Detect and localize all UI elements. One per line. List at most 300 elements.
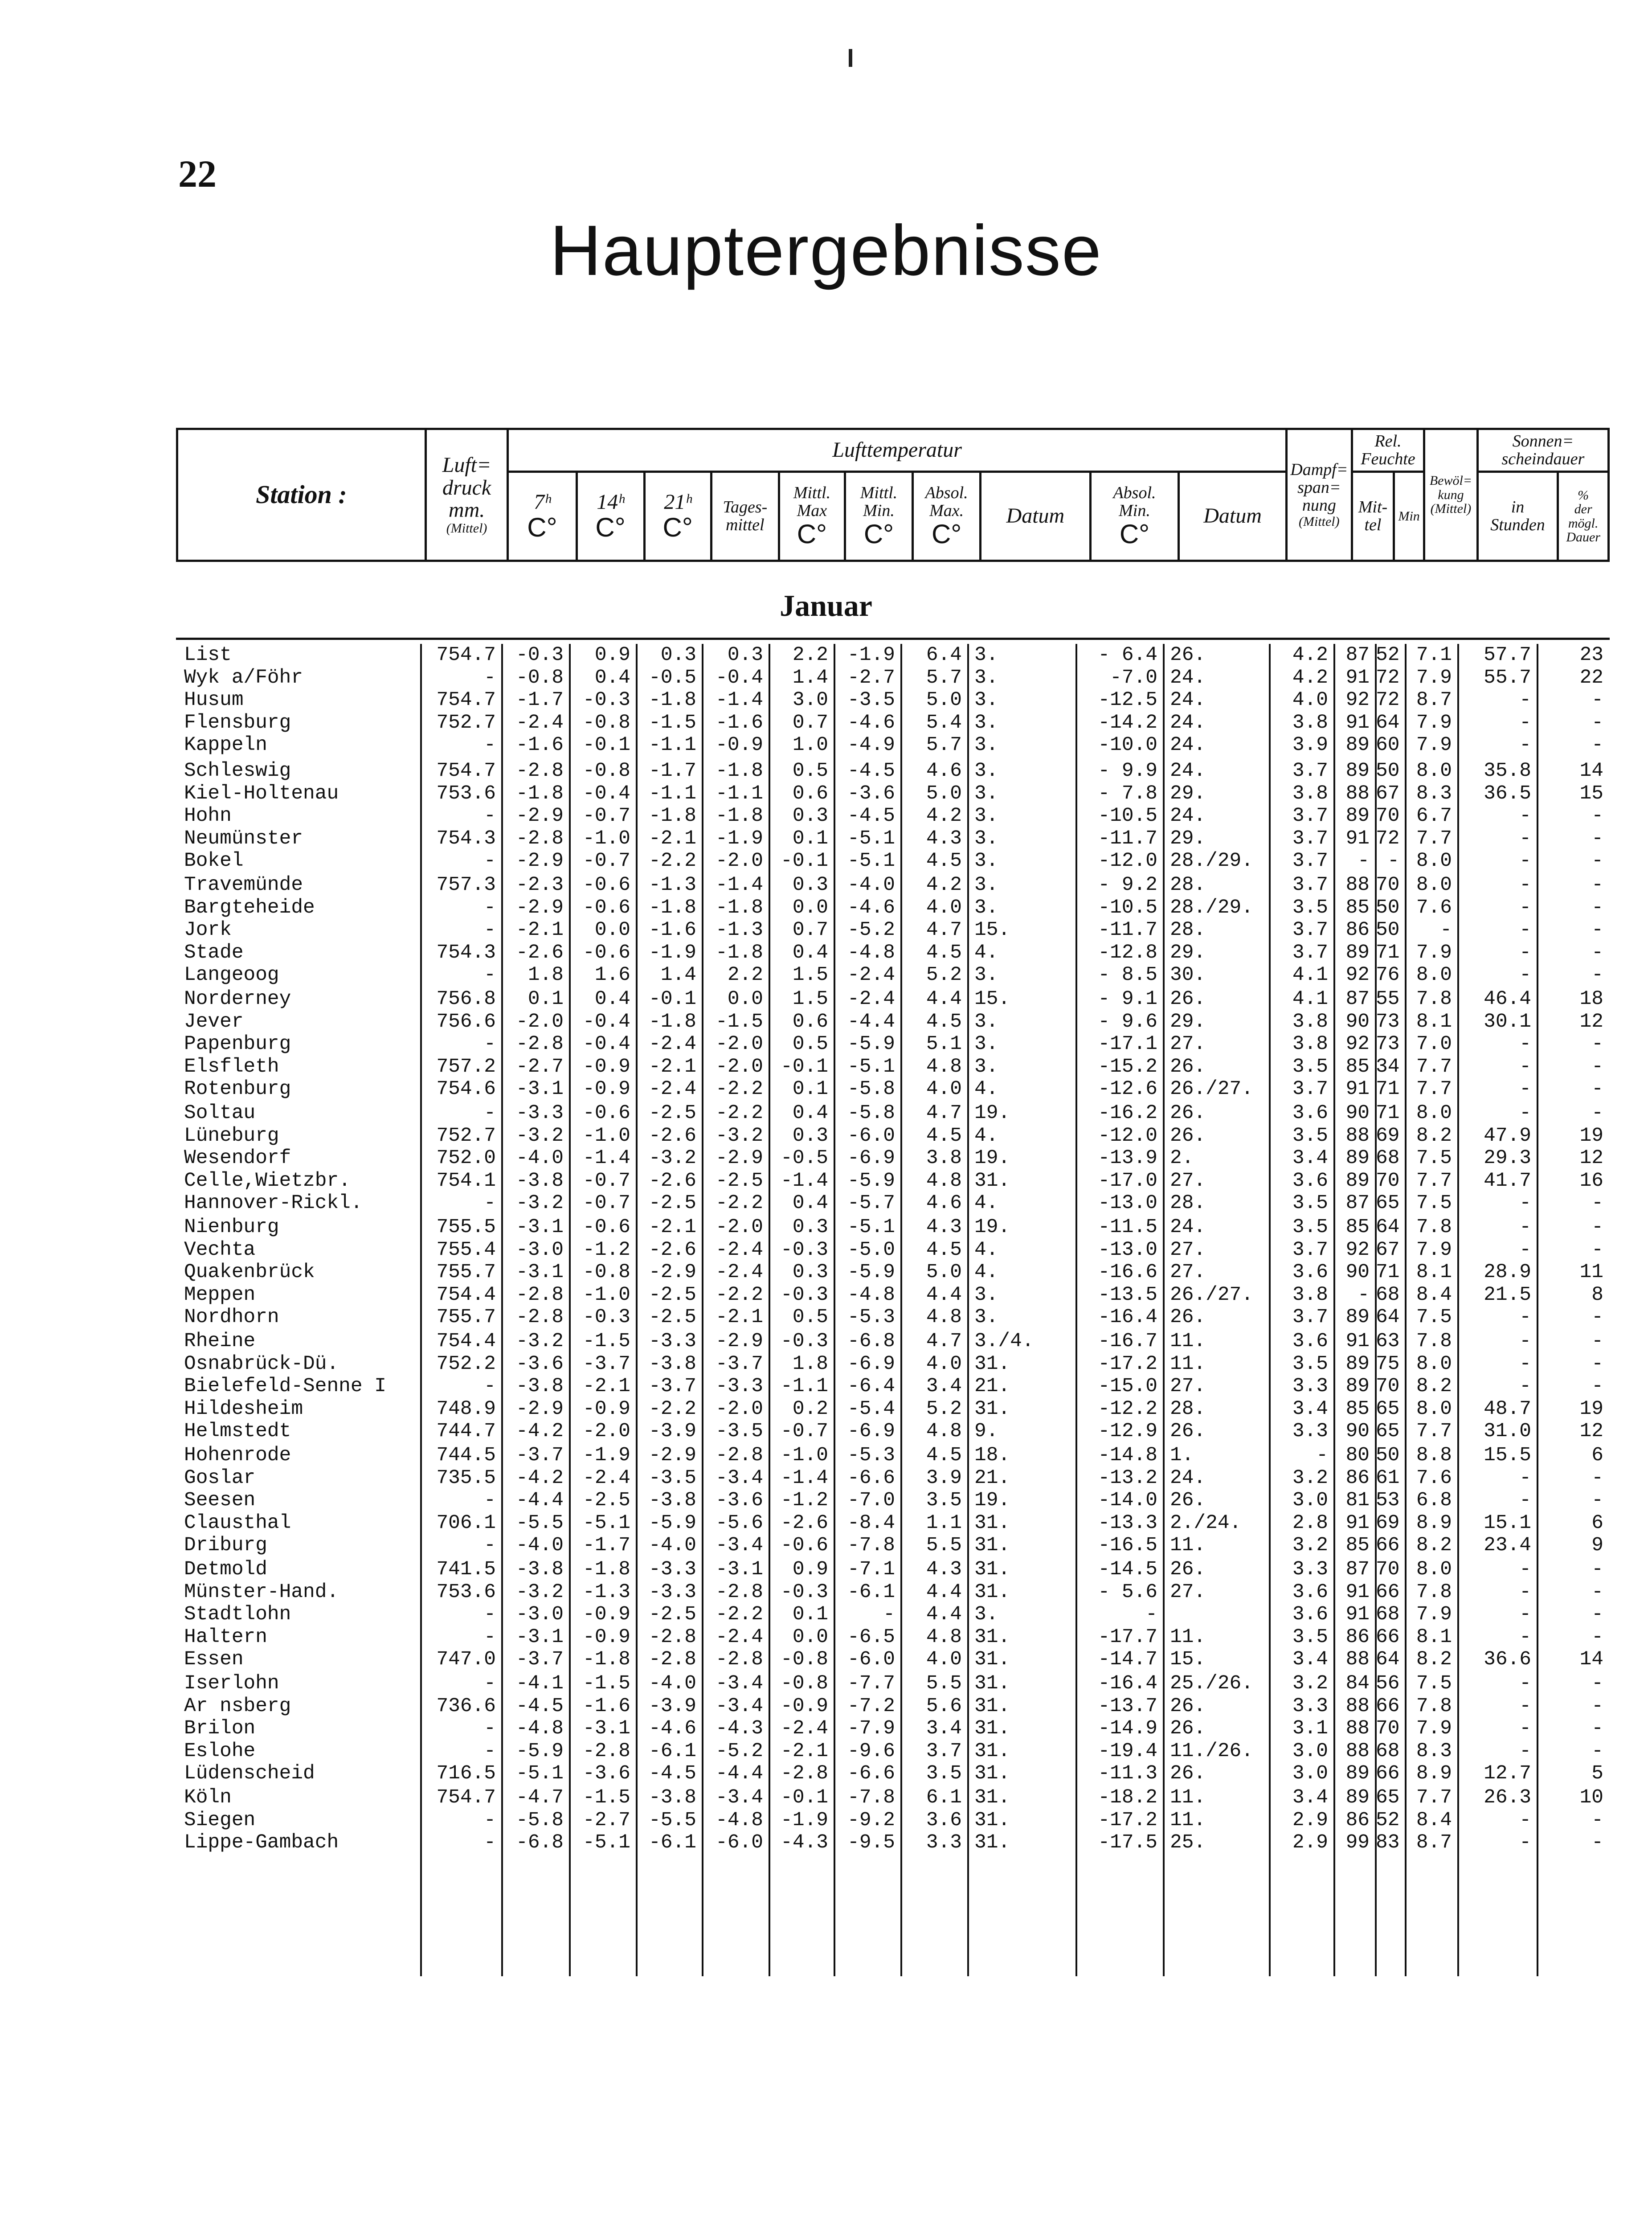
feuchte-min-cell: 76 (1376, 964, 1400, 986)
table-row (176, 1170, 1610, 1192)
bewoelkung-cell: 6.8 (1416, 1489, 1452, 1511)
datum-max-cell: 3. (974, 782, 998, 805)
bewoelkung-cell: 7.5 (1416, 1672, 1452, 1695)
luftdruck-cell: 754.1 (436, 1169, 496, 1192)
mittl-min-cell: -2.4 (847, 988, 895, 1010)
station-cell: Norderney (184, 988, 291, 1010)
mittl-min-cell: -7.9 (847, 1717, 895, 1740)
t21-cell: 1.4 (660, 964, 696, 986)
mittl-min-cell: -2.4 (847, 964, 895, 986)
absol-min-cell: -10.5 (1098, 805, 1157, 827)
dampfspannung-cell: 3.7 (1292, 941, 1328, 964)
station-cell: Essen (184, 1648, 244, 1671)
absol-max-cell: 4.6 (926, 1192, 962, 1214)
unit-c: C° (863, 519, 894, 549)
absol-min-cell: -17.0 (1098, 1169, 1157, 1192)
feuchte-mittel-cell: 86 (1345, 1626, 1370, 1648)
feuchte-mittel-cell: - (1358, 850, 1370, 872)
mittl-max-cell: -2.6 (781, 1511, 828, 1534)
dampfspannung-cell: 3.0 (1292, 1740, 1328, 1762)
t21-cell: -5.9 (649, 1511, 696, 1534)
feuchte-min-cell: 70 (1376, 874, 1400, 896)
bewoelkung-cell: 7.5 (1416, 1192, 1452, 1214)
station-group (176, 1330, 1610, 1443)
station-group (176, 1672, 1610, 1785)
luftdruck-cell: - (484, 1102, 496, 1124)
pct-dauer-header (1558, 472, 1609, 561)
t14-cell: -0.8 (583, 711, 630, 734)
sonne-pct-cell: 23 (1579, 644, 1603, 666)
datum-min-cell: 27. (1170, 1169, 1206, 1192)
t21-cell: -2.1 (649, 827, 696, 850)
t7-cell: -3.7 (516, 1648, 564, 1671)
mittl-min-cell: -7.2 (847, 1695, 895, 1717)
absol-min-cell: -16.4 (1098, 1672, 1157, 1695)
mittl-max-cell: 0.4 (792, 941, 828, 964)
absol-max-cell: 4.6 (926, 760, 962, 782)
mittl-min-cell: -4.8 (847, 941, 895, 964)
datum-max-cell: 15. (974, 919, 1010, 941)
dampfspannung-header (1286, 429, 1352, 561)
station-cell: Flensburg (184, 711, 291, 734)
luftdruck-cell: 735.5 (436, 1466, 496, 1489)
bewoelkung-cell: 7.0 (1416, 1033, 1452, 1055)
t21-cell: -3.9 (649, 1695, 696, 1717)
datum-max-cell: 31. (974, 1626, 1010, 1648)
h7-label: 7ʰ (534, 490, 551, 514)
dampfspannung-cell: 4.0 (1292, 689, 1328, 711)
mittl-min-cell: - (883, 1603, 895, 1626)
absol-max-cell: 4.8 (926, 1169, 962, 1192)
luftdruck-cell: 754.7 (436, 1786, 496, 1809)
station-cell: Osnabrück-Dü. (184, 1352, 339, 1375)
absol-max-cell: 5.6 (926, 1695, 962, 1717)
in-stunden-line-1: in (1511, 497, 1525, 516)
feuchte-mittel-cell: 80 (1345, 1444, 1370, 1466)
tagesmittel-cell: -3.5 (716, 1420, 763, 1442)
feuchte-min-cell: 65 (1376, 1192, 1400, 1214)
sonne-stunden-cell: 35.8 (1484, 760, 1531, 782)
datum-min-cell: 27. (1170, 1033, 1206, 1055)
datum-min-cell: 29. (1170, 1010, 1206, 1033)
dampfspannung-cell: 3.5 (1292, 896, 1328, 919)
t21-cell: 0.3 (660, 644, 696, 666)
feuchte-mittel-cell: 92 (1345, 964, 1370, 986)
tagesmittel-cell: -1.4 (716, 874, 763, 896)
t14-cell: -0.4 (583, 1010, 630, 1033)
mittl-min-cell: -5.3 (847, 1306, 895, 1328)
datum-min-cell: 25./26. (1170, 1672, 1253, 1695)
sonne-stunden-cell: 28.9 (1484, 1261, 1531, 1283)
luftdruck-cell: 706.1 (436, 1511, 496, 1534)
t21-cell: -1.1 (649, 734, 696, 756)
feuchte-min-cell: 71 (1376, 941, 1400, 964)
feuchte-min-cell: 66 (1376, 1534, 1400, 1556)
bewoelkung-line-1: Bewöl= (1429, 473, 1472, 488)
sonne-pct-cell: - (1591, 689, 1603, 711)
table-row (176, 1717, 1610, 1740)
t21-cell: -1.6 (649, 919, 696, 941)
datum-max-cell: 3. (974, 1306, 998, 1328)
station-cell: Driburg (184, 1534, 267, 1556)
sonne-pct-cell: - (1591, 1740, 1603, 1762)
t14-cell: 0.4 (594, 988, 630, 1010)
datum-max-cell: 3. (974, 1603, 998, 1626)
datum-min-cell: 26. (1170, 1306, 1206, 1328)
absol-min-cell: - 6.4 (1098, 644, 1157, 666)
luftdruck-line-3: mm. (448, 498, 485, 522)
station-cell: Hohenrode (184, 1444, 291, 1466)
tagesmittel-cell: -2.0 (716, 850, 763, 872)
sonne-pct-cell: 6 (1591, 1444, 1603, 1466)
t7-cell: 0.1 (527, 988, 564, 1010)
dampfspannung-cell: 3.2 (1292, 1466, 1328, 1489)
bewoelkung-cell: 8.9 (1416, 1511, 1452, 1534)
dampfspannung-cell: 4.1 (1292, 964, 1328, 986)
bewoelkung-cell: 7.8 (1416, 1216, 1452, 1238)
dampfspannung-cell: 3.6 (1292, 1169, 1328, 1192)
t14-cell: -0.9 (583, 1055, 630, 1078)
t7-cell: -0.8 (516, 666, 564, 689)
t21-cell: -0.1 (649, 988, 696, 1010)
feuchte-mittel-cell: 81 (1345, 1489, 1370, 1511)
sonne-pct-cell: - (1591, 1078, 1603, 1100)
bewoelkung-cell: 7.9 (1416, 1717, 1452, 1740)
table-row (176, 1648, 1610, 1671)
bewoelkung-cell: 7.5 (1416, 1306, 1452, 1328)
bewoelkung-cell: 7.9 (1416, 941, 1452, 964)
absol-min-cell: -16.6 (1098, 1261, 1157, 1283)
table-row (176, 1216, 1610, 1239)
absol-max-cell: 4.7 (926, 1102, 962, 1124)
mittl-max-cell: -4.3 (781, 1831, 828, 1854)
sonne-stunden-cell: - (1519, 1375, 1531, 1397)
table-row (176, 1762, 1610, 1785)
feuchte-mittel-cell: 86 (1345, 1809, 1370, 1831)
feuchte-mittel-cell: 92 (1345, 1238, 1370, 1261)
sonne-stunden-cell: - (1519, 1216, 1531, 1238)
bewoelkung-cell: 8.1 (1416, 1010, 1452, 1033)
sonne-pct-cell: 15 (1579, 782, 1603, 805)
t21-cell: -4.6 (649, 1717, 696, 1740)
mittel-line-2: tel (1364, 515, 1382, 534)
station-cell: Haltern (184, 1626, 267, 1648)
sonne-stunden-cell: - (1519, 1603, 1531, 1626)
datum-max-cell: 31. (974, 1648, 1010, 1671)
tagesmittel-line-2: mittel (726, 515, 765, 534)
absol-max-cell: 4.8 (926, 1626, 962, 1648)
mittl-min-cell: -7.8 (847, 1786, 895, 1809)
t7-cell: -5.1 (516, 1762, 564, 1785)
datum-max-cell: 21. (974, 1375, 1010, 1397)
t21-cell: -4.0 (649, 1672, 696, 1695)
absol-max-cell: 5.7 (926, 666, 962, 689)
sonne-pct-cell: - (1591, 1717, 1603, 1740)
tagesmittel-cell: -2.2 (716, 1102, 763, 1124)
tagesmittel-cell: -1.8 (716, 896, 763, 919)
tagesmittel-cell: -2.2 (716, 1078, 763, 1100)
feuchte-min-cell: 66 (1376, 1762, 1400, 1785)
h21-label: 21ʰ (664, 490, 691, 514)
dampfspannung-cell: 3.7 (1292, 760, 1328, 782)
datum-max-cell: 4. (974, 1192, 998, 1214)
sonne-stunden-cell: - (1519, 1581, 1531, 1603)
mittl-max-cell: 0.3 (792, 1216, 828, 1238)
luftdruck-cell: 744.5 (436, 1444, 496, 1466)
station-cell: Lüneburg (184, 1124, 279, 1147)
luftdruck-cell: 752.2 (436, 1352, 496, 1375)
feuchte-mittel-cell: 92 (1345, 689, 1370, 711)
tagesmittel-cell: -5.6 (716, 1511, 763, 1534)
t7-cell: -4.5 (516, 1695, 564, 1717)
tagesmittel-cell: -2.1 (716, 1306, 763, 1328)
mittl-min-cell: -4.5 (847, 805, 895, 827)
t7-cell: -2.4 (516, 711, 564, 734)
dampfspannung-cell: 3.0 (1292, 1762, 1328, 1785)
mittl-max-header (779, 472, 845, 561)
station-cell: Stade (184, 941, 244, 964)
bewoelkung-line-3: (Mittel) (1430, 501, 1472, 516)
datum-min-cell: 24. (1170, 1466, 1206, 1489)
feuchte-min-cell: 70 (1376, 1717, 1400, 1740)
tagesmittel-cell: -4.8 (716, 1809, 763, 1831)
datum-max-cell: 3. (974, 1010, 998, 1033)
absol-max-cell: 4.4 (926, 988, 962, 1010)
t14-cell: -5.1 (583, 1831, 630, 1854)
table-row (176, 1489, 1610, 1512)
absol-min-cell: -14.5 (1098, 1558, 1157, 1581)
feuchte-min-cell: 72 (1376, 666, 1400, 689)
station-cell: Siegen (184, 1809, 256, 1831)
pct-line-3: mögl. (1568, 516, 1599, 531)
bewoelkung-cell: 7.8 (1416, 1330, 1452, 1352)
sonne-stunden-cell: 36.5 (1484, 782, 1531, 805)
absol-max-cell: 3.6 (926, 1809, 962, 1831)
sonne-stunden-cell: - (1519, 1330, 1531, 1352)
mittl-max-cell: -0.6 (781, 1534, 828, 1556)
sonne-pct-cell: - (1591, 1809, 1603, 1831)
absol-min-cell: -18.2 (1098, 1786, 1157, 1809)
t7-cell: -2.8 (516, 1283, 564, 1306)
t7-cell: -3.0 (516, 1603, 564, 1626)
feuchte-min-cell: 55 (1376, 988, 1400, 1010)
mittl-max-cell: 0.4 (792, 1192, 828, 1214)
feuchte-mittel-cell: 88 (1345, 1648, 1370, 1671)
tagesmittel-cell: -2.0 (716, 1216, 763, 1238)
datum-max-cell: 4. (974, 1124, 998, 1147)
bewoelkung-cell: 7.7 (1416, 1078, 1452, 1100)
t7-cell: -3.2 (516, 1124, 564, 1147)
dampfspannung-cell: 3.5 (1292, 1124, 1328, 1147)
datum-min-cell: 11. (1170, 1809, 1206, 1831)
luftdruck-cell: - (484, 1672, 496, 1695)
tagesmittel-cell: -1.8 (716, 805, 763, 827)
luftdruck-line-4: (Mittel) (446, 521, 487, 536)
tagesmittel-cell: -0.4 (716, 666, 763, 689)
station-cell: Seesen (184, 1489, 256, 1511)
datum-max-cell: 4. (974, 1078, 998, 1100)
datum-max-cell: 31. (974, 1831, 1010, 1854)
absol-max-cell: 4.5 (926, 1444, 962, 1466)
mittl-min-cell: -5.9 (847, 1169, 895, 1192)
mittl-min-cell: -7.7 (847, 1672, 895, 1695)
t14-cell: -0.7 (583, 805, 630, 827)
datum-min-cell: 26./27. (1170, 1078, 1253, 1100)
t14-cell: -0.6 (583, 874, 630, 896)
sonne-stunden-cell: - (1519, 1626, 1531, 1648)
mittl-min-cell: -9.2 (847, 1809, 895, 1831)
t14-cell: -0.7 (583, 1169, 630, 1192)
sonne-stunden-cell: 12.7 (1484, 1762, 1531, 1785)
mittl-max-cell: 0.6 (792, 782, 828, 805)
sonne-pct-cell: - (1591, 1330, 1603, 1352)
t14-cell: -1.5 (583, 1786, 630, 1809)
sonne-stunden-cell: 29.3 (1484, 1147, 1531, 1169)
datum-max-cell: 31. (974, 1762, 1010, 1785)
datum-min-cell: 26. (1170, 988, 1206, 1010)
mittl-max-cell: 0.0 (792, 896, 828, 919)
t14-cell: -1.5 (583, 1330, 630, 1352)
station-cell: Clausthal (184, 1511, 291, 1534)
absol-max-cell: 4.4 (926, 1581, 962, 1603)
tagesmittel-cell: -1.9 (716, 827, 763, 850)
feuchte-mittel-cell: 87 (1345, 1558, 1370, 1581)
t7-cell: -2.0 (516, 1010, 564, 1033)
absol-min-cell: - (1145, 1603, 1157, 1626)
feuchte-mittel-cell: 90 (1345, 1261, 1370, 1283)
tagesmittel-cell: -2.2 (716, 1192, 763, 1214)
t7-cell: -3.2 (516, 1192, 564, 1214)
mittl-min-cell: -6.0 (847, 1124, 895, 1147)
t14-cell: -1.0 (583, 827, 630, 850)
sonne-pct-cell: 8 (1591, 1283, 1603, 1306)
datum-max-cell: 4. (974, 941, 998, 964)
t7-cell: -3.2 (516, 1581, 564, 1603)
tagesmittel-cell: -5.2 (716, 1740, 763, 1762)
mittl-max-cell: -1.9 (781, 1809, 828, 1831)
absol-min-cell: - 9.6 (1098, 1010, 1157, 1033)
station-cell: Lüdenscheid (184, 1762, 315, 1785)
dampfspannung-cell: 3.7 (1292, 1078, 1328, 1100)
table-row (176, 689, 1610, 712)
luftdruck-cell: - (484, 850, 496, 872)
t14-cell: -2.1 (583, 1375, 630, 1397)
table-row (176, 988, 1610, 1011)
t21-cell: -2.8 (649, 1648, 696, 1671)
absol-max-line-1: Absol. (925, 483, 968, 503)
luftdruck-cell: 755.4 (436, 1238, 496, 1261)
t14-cell: -3.1 (583, 1717, 630, 1740)
luftdruck-cell: 716.5 (436, 1762, 496, 1785)
sonne-stunden-cell: - (1519, 711, 1531, 734)
mittl-min-line-2: Min. (863, 501, 895, 520)
feuchte-min-cell: 67 (1376, 782, 1400, 805)
luftdruck-cell: - (484, 1603, 496, 1626)
mittl-min-cell: -5.8 (847, 1102, 895, 1124)
t21-cell: -2.6 (649, 1238, 696, 1261)
feuchte-min-header: Min (1394, 472, 1424, 561)
absol-min-cell: -12.9 (1098, 1420, 1157, 1442)
unit-c: C° (1119, 519, 1150, 549)
sonne-stunden-cell: 23.4 (1484, 1534, 1531, 1556)
dampf-line-4: (Mittel) (1299, 514, 1340, 529)
sonne-stunden-cell: - (1519, 1078, 1531, 1100)
dampfspannung-cell: 3.4 (1292, 1786, 1328, 1809)
t14-cell: -0.9 (583, 1603, 630, 1626)
station-cell: Ar nsberg (184, 1695, 291, 1717)
luftdruck-cell: 752.7 (436, 1124, 496, 1147)
datum-max-cell: 19. (974, 1102, 1010, 1124)
dampfspannung-cell: 3.5 (1292, 1192, 1328, 1214)
sonne-pct-cell: 12 (1579, 1010, 1603, 1033)
luftdruck-cell: - (484, 666, 496, 689)
absol-min-cell: -13.7 (1098, 1695, 1157, 1717)
feuchte-min-cell: 66 (1376, 1695, 1400, 1717)
t14-cell: -3.6 (583, 1762, 630, 1785)
bewoelkung-cell: 8.2 (1416, 1375, 1452, 1397)
sonne-stunden-cell: - (1519, 1102, 1531, 1124)
dampfspannung-cell: 3.5 (1292, 1352, 1328, 1375)
mittl-max-cell: -1.2 (781, 1489, 828, 1511)
mittl-max-cell: -1.0 (781, 1444, 828, 1466)
dampfspannung-cell: 3.7 (1292, 827, 1328, 850)
station-cell: Nienburg (184, 1216, 279, 1238)
table-row (176, 1375, 1610, 1398)
dampfspannung-cell: 3.3 (1292, 1420, 1328, 1442)
luftdruck-cell: - (484, 1626, 496, 1648)
pct-line-4: Dauer (1566, 530, 1600, 545)
feuchte-min-cell: 66 (1376, 1626, 1400, 1648)
feuchte-mittel-cell: 86 (1345, 919, 1370, 941)
feuchte-min-cell: 64 (1376, 1648, 1400, 1671)
datum-min-cell: 26. (1170, 1055, 1206, 1078)
mittl-max-cell: 0.1 (792, 1603, 828, 1626)
sonne-stunden-cell: 47.9 (1484, 1124, 1531, 1147)
bewoelkung-cell: 7.8 (1416, 1581, 1452, 1603)
absol-max-cell: 4.5 (926, 1124, 962, 1147)
mittl-min-cell: -3.5 (847, 689, 895, 711)
mittl-max-cell: 0.3 (792, 1124, 828, 1147)
feuchte-mittel-cell: 91 (1345, 1330, 1370, 1352)
table-row (176, 1398, 1610, 1421)
dampfspannung-cell: 3.2 (1292, 1534, 1328, 1556)
t14-cell: -0.8 (583, 1261, 630, 1283)
station-cell: Bielefeld-Senne I (184, 1375, 386, 1397)
bewoelkung-cell: 7.7 (1416, 827, 1452, 850)
t14-cell: -2.5 (583, 1489, 630, 1511)
absol-min-cell: -17.7 (1098, 1626, 1157, 1648)
dampfspannung-cell: 3.6 (1292, 1261, 1328, 1283)
sonne-stunden-cell: - (1519, 1717, 1531, 1740)
absol-max-cell: 4.3 (926, 1558, 962, 1581)
t14-cell: -2.8 (583, 1740, 630, 1762)
absol-min-cell: -13.2 (1098, 1466, 1157, 1489)
mittl-max-cell: 1.8 (792, 1352, 828, 1375)
absol-max-cell: 3.4 (926, 1375, 962, 1397)
datum-max-cell: 3. (974, 760, 998, 782)
table-row (176, 1192, 1610, 1215)
bewoelkung-line-2: kung (1438, 487, 1464, 502)
station-cell: Neumünster (184, 827, 303, 850)
datum-max-cell: 31. (974, 1169, 1010, 1192)
datum-max-cell: 3. (974, 896, 998, 919)
t14-cell: -0.6 (583, 1216, 630, 1238)
t7-cell: -4.0 (516, 1147, 564, 1169)
feuchte-min-cell: 61 (1376, 1466, 1400, 1489)
feuchte-mittel-cell: 89 (1345, 1147, 1370, 1169)
datum-min-cell: 26./27. (1170, 1283, 1253, 1306)
table-row (176, 874, 1610, 897)
